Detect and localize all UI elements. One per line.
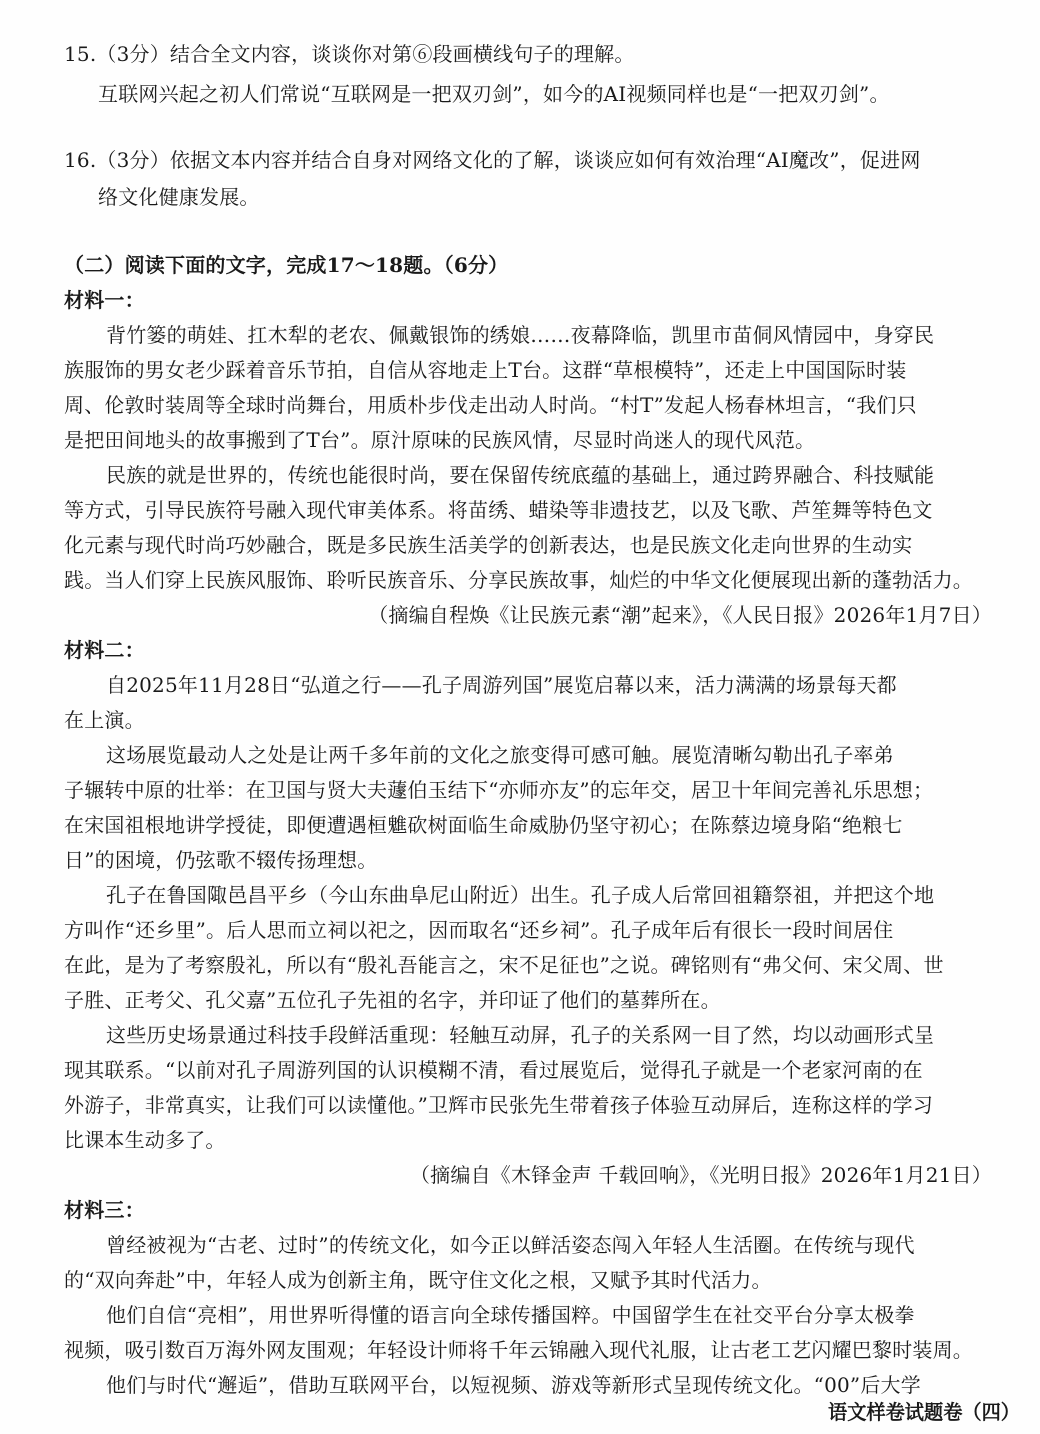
material-2-title: 材料二： bbox=[64, 638, 145, 662]
material-2-line: 现其联系。“以前对孔子周游列国的认识模糊不清，看过展览后，觉得孔子就是一个老家河南的在 bbox=[64, 1058, 923, 1082]
material-2-line: 方叫作“还乡里”。后人思而立祠以祀之，因而取名“还乡祠”。孔子成年后有很长一段时间居住 bbox=[64, 918, 894, 942]
material-3-title: 材料三： bbox=[64, 1198, 145, 1222]
material-1-line: 背竹篓的萌娃、扛木犁的老农、佩戴银饰的绣娘……夜幕降临，凯里市苗侗风情园中，身穿民 bbox=[106, 323, 935, 347]
material-2-line: 子胜、正考父、孔父嘉”五位孔子先祖的名字，并印证了他们的墓葬所在。 bbox=[64, 988, 721, 1012]
material-2-source: （摘编自《木铎金声 千载回响》，《光明日报》2026年1月21日） bbox=[409, 1163, 992, 1187]
page-footer-label: 语文样卷试题卷（四） bbox=[828, 1400, 1020, 1424]
question-15-underlined-sentence: 互联网兴起之初人们常说“互联网是一把双刃剑”，如今的AI视频同样也是“一把双刃剑”。 bbox=[98, 82, 890, 106]
question-16-line-2: 络文化健康发展。 bbox=[98, 185, 260, 209]
material-3-line: 曾经被视为“古老、过时”的传统文化，如今正以鲜活姿态闯入年轻人生活圈。在传统与现代 bbox=[106, 1233, 915, 1257]
material-1-line: 化元素与现代时尚巧妙融合，既是多民族生活美学的创新表达，也是民族文化走向世界的生动实 bbox=[64, 533, 913, 557]
material-1-line: 是把田间地头的故事搬到了T台”。原汁原味的民族风情，尽显时尚迷人的现代风范。 bbox=[64, 428, 816, 452]
material-1-line: 族服饰的男女老少踩着音乐节拍，自信从容地走上T台。这群“草根模特”，还走上中国国际时装 bbox=[64, 358, 907, 382]
section-2-heading: （二）阅读下面的文字，完成17～18题。（6分） bbox=[64, 253, 509, 277]
material-1-line: 践。当人们穿上民族风服饰、聆听民族音乐、分享民族故事，灿烂的中华文化便展现出新的蓬勃活力。 bbox=[64, 568, 973, 592]
material-2-line: 子辗转中原的壮举：在卫国与贤大夫蘧伯玉结下“亦师亦友”的忘年交，居卫十年间完善礼乐思想； bbox=[64, 778, 934, 802]
material-3-line: 他们与时代“邂逅”，借助互联网平台，以短视频、游戏等新形式呈现传统文化。“00”后大学 bbox=[106, 1373, 921, 1397]
material-3-line: 的“双向奔赴”中，年轻人成为创新主角，既守住文化之根，又赋予其时代活力。 bbox=[64, 1268, 772, 1292]
question-15-prompt: 15.（3分）结合全文内容，谈谈你对第⑥段画横线句子的理解。 bbox=[64, 42, 635, 66]
material-3-line: 视频，吸引数百万海外网友围观；年轻设计师将千年云锦融入现代礼服，让古老工艺闪耀巴黎时装周。 bbox=[64, 1338, 973, 1362]
material-2-line: 孔子在鲁国陬邑昌平乡（今山东曲阜尼山附近）出生。孔子成人后常回祖籍祭祖，并把这个地 bbox=[106, 883, 935, 907]
material-1-title: 材料一： bbox=[64, 288, 145, 312]
material-2-line: 这些历史场景通过科技手段鲜活重现：轻触互动屏，孔子的关系网一目了然，均以动画形式呈 bbox=[106, 1023, 935, 1047]
material-2-line: 在上演。 bbox=[64, 708, 145, 732]
material-2-line: 日”的困境，仍弦歌不辍传扬理想。 bbox=[64, 848, 378, 872]
material-2-line: 在宋国祖根地讲学授徒，即便遭遇桓魋砍树面临生命威胁仍坚守初心；在陈蔡边境身陷“绝粮七 bbox=[64, 813, 903, 837]
material-2-line: 这场展览最动人之处是让两千多年前的文化之旅变得可感可触。展览清晰勾勒出孔子率弟 bbox=[106, 743, 894, 767]
material-1-line: 等方式，引导民族符号融入现代审美体系。将苗绣、蜡染等非遗技艺，以及飞歌、芦笙舞等特色文 bbox=[64, 498, 933, 522]
material-2-line: 在此，是为了考察殷礼，所以有“殷礼吾能言之，宋不足征也”之说。碑铭则有“弗父何、宋父周、世 bbox=[64, 953, 944, 977]
question-16-line-1: 16.（3分）依据文本内容并结合自身对网络文化的了解，谈谈应如何有效治理“AI魔改”，促进网 bbox=[64, 148, 921, 172]
material-2-line: 外游子，非常真实，让我们可以读懂他。”卫辉市民张先生带着孩子体验互动屏后，连称这样的学习 bbox=[64, 1093, 934, 1117]
material-1-line: 周、伦敦时装周等全球时尚舞台，用质朴步伐走出动人时尚。“村T”发起人杨春林坦言，“我们只 bbox=[64, 393, 917, 417]
material-2-line: 比课本生动多了。 bbox=[64, 1128, 226, 1152]
material-3-line: 他们自信“亮相”，用世界听得懂的语言向全球传播国粹。中国留学生在社交平台分享太极拳 bbox=[106, 1303, 915, 1327]
material-2-line: 自2025年11月28日“弘道之行——孔子周游列国”展览启幕以来，活力满满的场景每天都 bbox=[106, 673, 897, 697]
material-1-line: 民族的就是世界的，传统也能很时尚，要在保留传统底蕴的基础上，通过跨界融合、科技赋能 bbox=[106, 463, 935, 487]
material-1-source: （摘编自程焕《让民族元素“潮”起来》，《人民日报》2026年1月7日） bbox=[368, 603, 992, 627]
